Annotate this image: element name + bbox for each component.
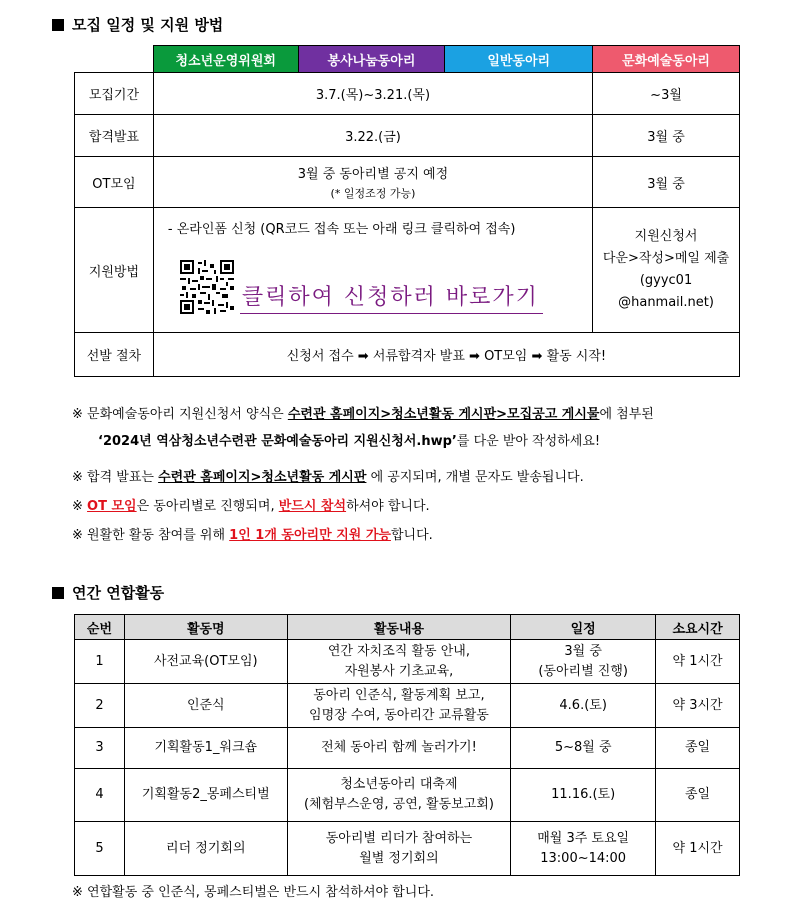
table-row <box>75 684 740 728</box>
ot-main-text: 3월 중 동아리별 공지 예정 <box>297 167 449 182</box>
note-text: 합니다. <box>390 528 433 543</box>
section-title-annual <box>52 582 164 603</box>
section-title-recruitment <box>52 14 223 35</box>
table-row <box>75 822 740 876</box>
note-emphasis: 수련관 홈페이지>청소년활동 게시판>모집공고 게시물 <box>287 407 600 422</box>
club-header-general: 일반동아리 <box>445 46 593 73</box>
square-bullet-icon <box>52 587 64 599</box>
content-line: 자원봉사 기초교육, <box>344 663 454 679</box>
cell-no: 1 <box>75 640 125 684</box>
note-1 <box>72 403 654 422</box>
cell-schedule <box>511 684 656 728</box>
apply-culture-line: 지원신청서 <box>634 229 698 244</box>
note-text: 문화예술동아리 지원신청서 양식은 <box>87 407 288 422</box>
apply-online-text: - 온라인폼 신청 (QR코드 접속 또는 아래 링크 클릭하여 접속) <box>167 222 516 237</box>
note-1-cont <box>98 430 600 449</box>
row-label-ot: OT모임 <box>75 157 154 208</box>
header-no: 순번 <box>75 615 125 640</box>
cell-content <box>287 684 511 728</box>
blank-corner <box>75 46 154 73</box>
cell-time: 약 1시간 <box>656 640 740 684</box>
schedule-line: 5~8월 중 <box>554 740 612 755</box>
ot-culture: 3월 중 <box>593 157 740 208</box>
note-mark: ※ <box>72 528 83 543</box>
process-steps <box>153 333 739 377</box>
process-step: 서류합격자 발표 <box>372 349 465 364</box>
schedule-line: 3월 중 <box>564 643 602 659</box>
note-mark: ※ <box>72 499 83 514</box>
arrow-right-icon: ➡ <box>469 349 480 364</box>
apply-link[interactable]: 클릭하여 신청하러 바로가기 <box>240 280 543 314</box>
annual-activity-table <box>74 614 740 876</box>
schedule-line: (동아리별 진행) <box>538 663 628 679</box>
cell-schedule <box>511 728 656 769</box>
cell-content <box>287 769 511 822</box>
schedule-line: 13:00~14:00 <box>540 850 627 866</box>
section-title-text: 모집 일정 및 지원 방법 <box>72 16 224 34</box>
content-line: 동아리 인준식, 활동계획 보고, <box>313 687 485 703</box>
note-4 <box>72 524 433 543</box>
ot-main <box>153 157 592 208</box>
note-text: 하셔야 합니다. <box>346 499 430 514</box>
period-main: 3.7.(목)~3.21.(목) <box>153 73 592 115</box>
cell-name: 기획활동1_워크숍 <box>124 728 287 769</box>
period-culture: ~3월 <box>593 73 740 115</box>
club-header-volunteer: 봉사나눔동아리 <box>298 46 445 73</box>
note-text: 를 다운 받아 작성하세요! <box>456 434 601 449</box>
note-text: 합격 발표는 <box>87 470 159 485</box>
note-mark: ※ <box>72 407 83 422</box>
arrow-right-icon: ➡ <box>531 349 543 364</box>
apply-culture-line: @hanmail.net) <box>618 295 714 310</box>
content-line: 청소년동아리 대축제 <box>340 777 458 792</box>
table-row <box>75 728 740 769</box>
header-time: 소요시간 <box>656 615 740 640</box>
cell-name: 인준식 <box>124 684 287 728</box>
schedule-line: 매월 3주 토요일 <box>537 830 630 846</box>
ot-main-sub: (* 일정조정 가능) <box>330 187 416 200</box>
cell-content <box>287 728 511 769</box>
club-header-culture-art: 문화예술동아리 <box>593 46 740 73</box>
note-text: 원활한 활동 참여를 위해 <box>87 528 230 543</box>
cell-time: 약 3시간 <box>656 684 740 728</box>
recruitment-table <box>74 45 740 377</box>
note-red: 1인 1개 동아리만 지원 가능 <box>229 528 391 543</box>
annual-footnote: ※ 연합활동 중 인준식, 몽페스티벌은 반드시 참석하셔야 합니다. <box>72 885 435 900</box>
square-bullet-icon <box>52 19 64 31</box>
content-line: 전체 동아리 함께 놀러가기! <box>321 740 477 755</box>
cell-no: 4 <box>75 769 125 822</box>
content-line: 연간 자치조직 활동 안내, <box>327 643 470 659</box>
note-text: 에 첨부된 <box>599 407 654 422</box>
cell-name: 사전교육(OT모임) <box>124 640 287 684</box>
schedule-line: 4.6.(토) <box>559 697 607 713</box>
cell-no: 5 <box>75 822 125 876</box>
note-3 <box>72 495 430 514</box>
result-culture: 3월 중 <box>593 115 740 157</box>
row-label-process: 선발 절차 <box>75 333 154 377</box>
row-label-result: 합격발표 <box>75 115 154 157</box>
cell-no: 2 <box>75 684 125 728</box>
apply-culture <box>593 208 740 333</box>
note-filename: ‘2024년 역삼청소년수련관 문화예술동아리 지원신청서.hwp’ <box>98 434 457 449</box>
cell-no: 3 <box>75 728 125 769</box>
content-line: 월별 정기회의 <box>359 850 439 866</box>
process-step: OT모임 <box>484 349 528 364</box>
row-label-apply: 지원방법 <box>75 208 154 333</box>
cell-name: 리더 정기회의 <box>124 822 287 876</box>
cell-content <box>287 822 511 876</box>
section-title-text: 연간 연합활동 <box>72 584 165 602</box>
content-line: 임명장 수여, 동아리간 교류활동 <box>309 707 489 723</box>
note-emphasis: 수련관 홈페이지>청소년활동 게시판 <box>158 470 367 485</box>
header-schedule: 일정 <box>511 615 656 640</box>
schedule-line: 11.16.(토) <box>551 787 616 802</box>
note-red: 반드시 참석 <box>278 499 347 514</box>
cell-content <box>287 640 511 684</box>
process-step: 신청서 접수 <box>286 349 354 364</box>
cell-schedule <box>511 822 656 876</box>
club-header-youth-committee: 청소년운영위원회 <box>153 46 298 73</box>
cell-name: 기획활동2_몽페스티벌 <box>124 769 287 822</box>
cell-time: 약 1시간 <box>656 822 740 876</box>
cell-time: 종일 <box>656 728 740 769</box>
note-text: 은 동아리별로 진행되며, <box>136 499 279 514</box>
apply-main <box>153 208 592 333</box>
row-label-period: 모집기간 <box>75 73 154 115</box>
apply-culture-line: 다운>작성>메일 제출 <box>602 251 730 266</box>
cell-time: 종일 <box>656 769 740 822</box>
note-red: OT 모임 <box>87 499 137 514</box>
qr-code-icon[interactable] <box>180 260 234 314</box>
cell-schedule <box>511 769 656 822</box>
note-mark: ※ <box>72 470 83 485</box>
content-line: 동아리별 리더가 참여하는 <box>325 830 473 846</box>
table-row <box>75 640 740 684</box>
process-step: 활동 시작! <box>546 349 607 364</box>
content-line: (체험부스운영, 공연, 활동보고회) <box>303 797 494 812</box>
result-main: 3.22.(금) <box>153 115 592 157</box>
note-2 <box>72 466 584 485</box>
header-content: 활동내용 <box>287 615 511 640</box>
header-name: 활동명 <box>124 615 287 640</box>
cell-schedule <box>511 640 656 684</box>
arrow-right-icon: ➡ <box>357 349 369 364</box>
table-row <box>75 769 740 822</box>
note-text: 에 공지되며, 개별 문자도 발송됩니다. <box>366 470 584 485</box>
apply-culture-line: (gyyc01 <box>639 273 693 288</box>
